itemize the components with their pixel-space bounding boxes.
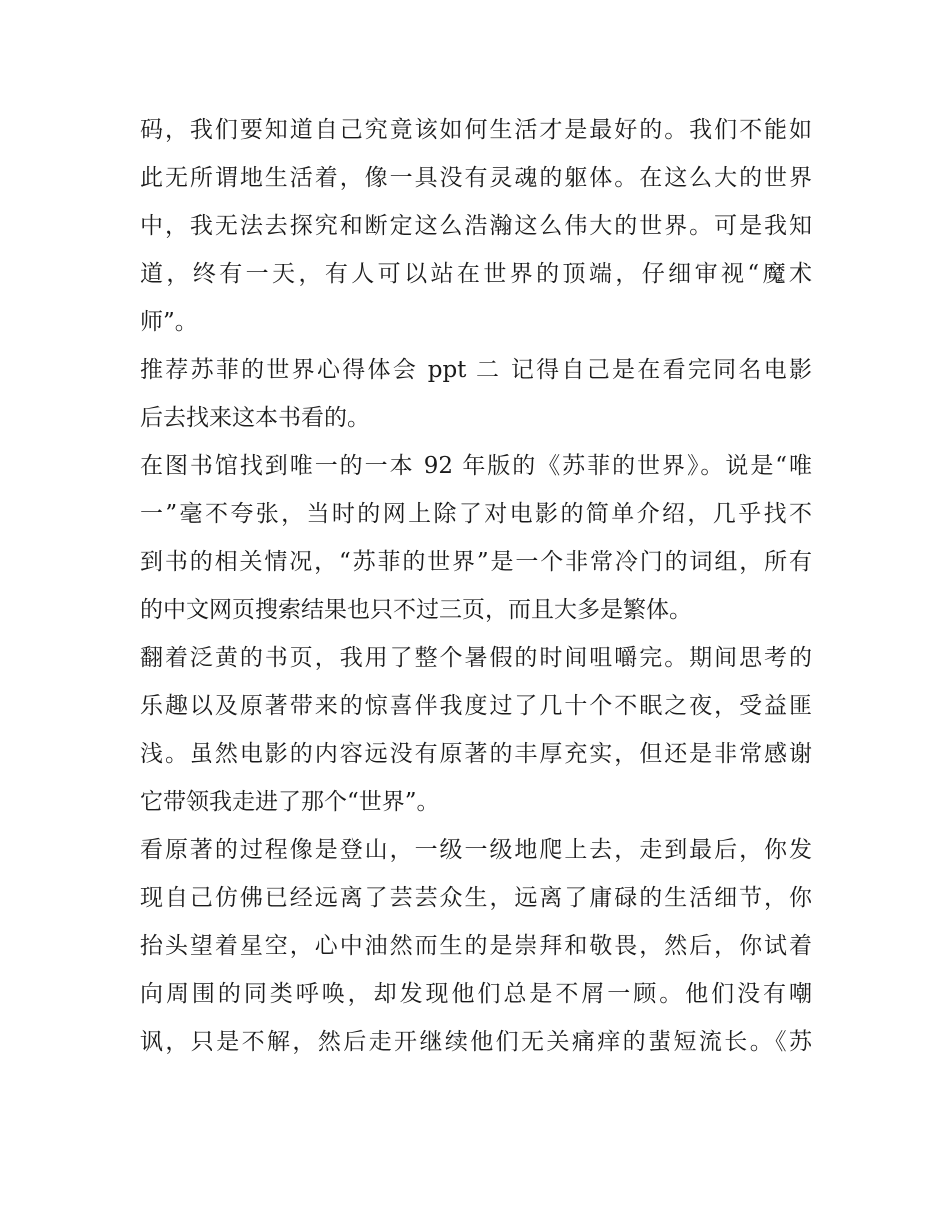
text-line: 抬头望着星空，心中油然而生的是崇拜和敬畏，然后，你试着 bbox=[140, 933, 812, 959]
paragraph-2 bbox=[140, 346, 812, 442]
text-line: 翻着泛黄的书页，我用了整个暑假的时间咀嚼完。期间思考的 bbox=[140, 645, 812, 671]
text-line: 它带领我走进了那个“世界”。 bbox=[140, 789, 440, 815]
paragraph-5 bbox=[140, 826, 812, 1066]
text-line: 道，终有一天，有人可以站在世界的顶端，仔细审视“魔术 bbox=[140, 261, 812, 287]
text-line: 现自己仿佛已经远离了芸芸众生，远离了庸碌的生活细节，你 bbox=[140, 885, 812, 911]
paragraph-1 bbox=[140, 106, 812, 346]
text-line: 码，我们要知道自己究竟该如何生活才是最好的。我们不能如 bbox=[140, 117, 812, 143]
text-line: 到书的相关情况，“苏菲的世界”是一个非常冷门的词组，所有 bbox=[140, 549, 812, 575]
text-line: 讽，只是不解，然后走开继续他们无关痛痒的蜚短流长。《苏 bbox=[140, 1029, 812, 1055]
text-line: 浅。虽然电影的内容远没有原著的丰厚充实，但还是非常感谢 bbox=[140, 741, 812, 767]
text-line: 此无所谓地生活着，像一具没有灵魂的躯体。在这么大的世界 bbox=[140, 165, 812, 191]
document-body bbox=[140, 106, 812, 1066]
text-line: 的中文网页搜索结果也只不过三页，而且大多是繁体。 bbox=[140, 597, 692, 623]
text-line: 在图书馆找到唯一的一本 92 年版的《苏菲的世界》。说是“唯 bbox=[140, 453, 812, 479]
text-line: 师”。 bbox=[140, 309, 198, 335]
text-line: 一”毫不夸张，当时的网上除了对电影的简单介绍，几乎找不 bbox=[140, 501, 812, 527]
text-line: 中，我无法去探究和断定这么浩瀚这么伟大的世界。可是我知 bbox=[140, 213, 812, 239]
paragraph-3 bbox=[140, 442, 812, 634]
text-line: 后去找来这本书看的。 bbox=[140, 405, 370, 431]
text-line: 向周围的同类呼唤，却发现他们总是不屑一顾。他们没有嘲 bbox=[140, 981, 812, 1007]
paragraph-4 bbox=[140, 634, 812, 826]
text-line: 看原著的过程像是登山，一级一级地爬上去，走到最后，你发 bbox=[140, 837, 812, 863]
text-line: 推荐苏菲的世界心得体会 ppt 二 记得自己是在看完同名电影 bbox=[140, 357, 812, 383]
text-line: 乐趣以及原著带来的惊喜伴我度过了几十个不眠之夜，受益匪 bbox=[140, 693, 812, 719]
